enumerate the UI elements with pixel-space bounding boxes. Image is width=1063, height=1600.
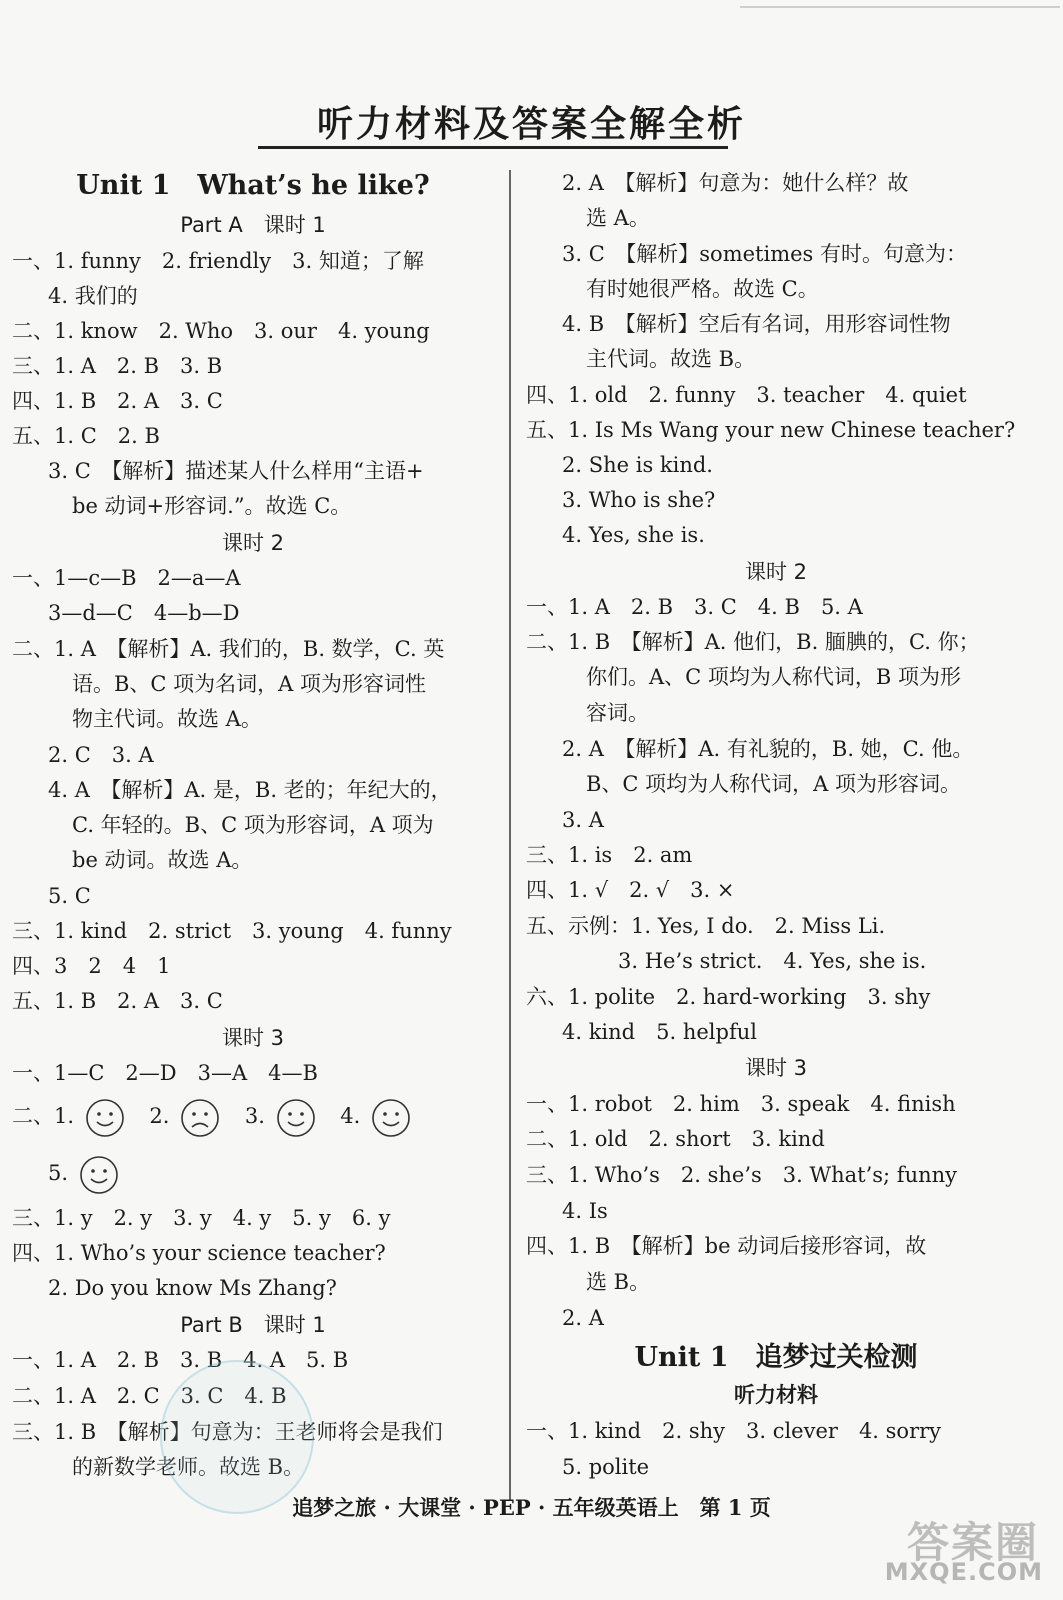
watermark-url: MXQE.COM: [884, 1558, 1043, 1586]
answer-line: be 动词+形容词.”。故选 C。: [72, 494, 352, 518]
answer-line: 3—d—C 4—b—D: [48, 601, 240, 625]
answer-line: B、C 项均为人称代词，A 项为形容词。: [586, 772, 962, 796]
section-heading: 课时 2: [221, 531, 285, 555]
answer-line: 一、1. A 2. B 3. C 4. B 5. A: [526, 595, 863, 619]
answer-line: 3. C 【解析】描述某人什么样用“主语+: [48, 459, 424, 483]
answer-line: 四、1. old 2. funny 3. teacher 4. quiet: [526, 383, 967, 407]
section-heading: Part A 课时 1: [180, 213, 326, 237]
answer-line: 一、1—C 2—D 3—A 4—B: [12, 1061, 318, 1085]
section-heading: 课时 3: [221, 1026, 285, 1050]
answer-line: 二、1. A 【解析】A. 我们的，B. 数学，C. 英: [12, 637, 445, 661]
answer-line: 2. She is kind.: [562, 453, 713, 477]
answer-line: 五、1. C 2. B: [12, 424, 160, 448]
section-heading: 课时 2: [744, 560, 808, 584]
unit-test-title: Unit 1 追梦过关检测: [634, 1342, 918, 1373]
answer-line: 一、1. kind 2. shy 3. clever 4. sorry: [526, 1419, 942, 1443]
answer-line: 5. polite: [562, 1455, 650, 1479]
happy-face-icon: [85, 1098, 125, 1138]
listening-label: 听力材料: [734, 1383, 818, 1407]
happy-face-icon: [371, 1098, 411, 1138]
answer-line: 4. kind 5. helpful: [562, 1020, 757, 1044]
answer-line: 五、1. Is Ms Wang your new Chinese teacher?: [526, 418, 1016, 442]
face-label: 5.: [48, 1161, 69, 1185]
answer-line: 二、1. B 【解析】A. 他们，B. 腼腆的，C. 你；: [526, 630, 980, 654]
title-underline: [258, 146, 728, 149]
unit-title: Unit 1 What’s he like?: [76, 170, 430, 201]
answer-line: 三、1. is 2. am: [526, 843, 693, 867]
answer-line: 四、1. Who’s your science teacher?: [12, 1241, 386, 1265]
answer-line: 选 B。: [586, 1270, 651, 1294]
happy-face-icon: [79, 1155, 119, 1195]
answer-line: 2. A 【解析】A. 有礼貌的，B. 她，C. 他。: [562, 737, 974, 761]
answer-line: 三、1. B 【解析】句意为：王老师将会是我们: [12, 1420, 443, 1444]
answer-line: 五、示例：1. Yes, I do. 2. Miss Li.: [526, 914, 886, 938]
answer-line: 2. Do you know Ms Zhang?: [48, 1276, 337, 1300]
answer-line: 四、3 2 4 1: [12, 954, 171, 978]
answer-line: 的新数学老师。故选 B。: [72, 1455, 305, 1479]
answer-line: 2. C 3. A: [48, 743, 154, 767]
answer-line: 物主代词。故选 A。: [72, 707, 262, 731]
answer-line: 3. Who is she?: [562, 488, 716, 512]
face-label: 2.: [149, 1104, 170, 1128]
answer-line: 4. Yes, she is.: [562, 523, 705, 547]
answer-line: 一、1. robot 2. him 3. speak 4. finish: [526, 1092, 956, 1116]
answer-line: 三、1. A 2. B 3. B: [12, 354, 223, 378]
answer-line: 3. C 【解析】sometimes 有时。句意为：: [562, 242, 967, 266]
answer-line: 5. C: [48, 884, 91, 908]
answer-line: 四、1. B 【解析】be 动词后接形容词，故: [526, 1234, 927, 1258]
faces-row: [12, 1093, 429, 1139]
answer-line: 五、1. B 2. A 3. C: [12, 989, 223, 1013]
answer-line: 3. He’s strict. 4. Yes, she is.: [618, 949, 927, 973]
answer-line: 4. B 【解析】空后有名词，用形容词性物: [562, 312, 951, 336]
answer-line: 一、1—c—B 2—a—A: [12, 566, 241, 590]
answer-line: 4. 我们的: [48, 284, 138, 308]
answer-line: 一、1. funny 2. friendly 3. 知道；了解: [12, 249, 424, 273]
face-label: 二、1.: [12, 1104, 75, 1128]
answer-line: C. 年轻的。B、C 项为形容词，A 项为: [72, 813, 434, 837]
section-heading: 课时 3: [744, 1056, 808, 1080]
answer-line: 四、1. √ 2. √ 3. ×: [526, 878, 735, 902]
watermark: [849, 1510, 1049, 1590]
answer-line: 4. A 【解析】A. 是，B. 老的；年纪大的，: [48, 778, 452, 802]
answer-line: be 动词。故选 A。: [72, 848, 253, 872]
answer-line: 3. A: [562, 808, 604, 832]
happy-face-icon: [276, 1098, 316, 1138]
page-footer: 追梦之旅 · 大课堂 · PEP · 五年级英语上 第 1 页: [292, 1495, 771, 1520]
answer-line: 有时她很严格。故选 C。: [586, 277, 819, 301]
answer-line: 你们。A、C 项均为人称代词，B 项为形: [586, 665, 962, 689]
faded-stamp-icon: [160, 1360, 314, 1514]
answer-line: 四、1. B 2. A 3. C: [12, 389, 223, 413]
top-edge-rule: [740, 6, 1060, 8]
answer-line: 二、1. know 2. Who 3. our 4. young: [12, 319, 430, 343]
column-divider: [509, 170, 511, 1500]
section-heading: Part B 课时 1: [180, 1313, 326, 1337]
answer-line: 二、1. A 2. C 3. C 4. B: [12, 1384, 287, 1408]
answer-line: 选 A。: [586, 206, 650, 230]
answer-line: 2. A: [562, 1306, 604, 1330]
answer-line: 4. Is: [562, 1199, 608, 1223]
faces-row: [48, 1150, 137, 1196]
answer-line: 六、1. polite 2. hard-working 3. shy: [526, 985, 931, 1009]
face-label: 3.: [244, 1104, 265, 1128]
answer-line: 三、1. kind 2. strict 3. young 4. funny: [12, 919, 452, 943]
page-title: 听力材料及答案全解全析: [316, 104, 746, 145]
answer-line: 三、1. y 2. y 3. y 4. y 5. y 6. y: [12, 1206, 391, 1230]
sad-face-icon: [180, 1098, 220, 1138]
answer-line: 三、1. Who’s 2. she’s 3. What’s; funny: [526, 1163, 958, 1187]
answer-line: 主代词。故选 B。: [586, 347, 756, 371]
answer-line: 2. A 【解析】句意为：她什么样？故: [562, 171, 909, 195]
watermark-logo: 答案圈: [906, 1518, 1039, 1567]
answer-line: 语。B、C 项为名词，A 项为形容词性: [72, 672, 427, 696]
answer-line: 一、1. A 2. B 3. B 4. A 5. B: [12, 1348, 349, 1372]
answer-line: 二、1. old 2. short 3. kind: [526, 1127, 825, 1151]
face-label: 4.: [340, 1104, 361, 1128]
answer-line: 容词。: [586, 701, 649, 725]
